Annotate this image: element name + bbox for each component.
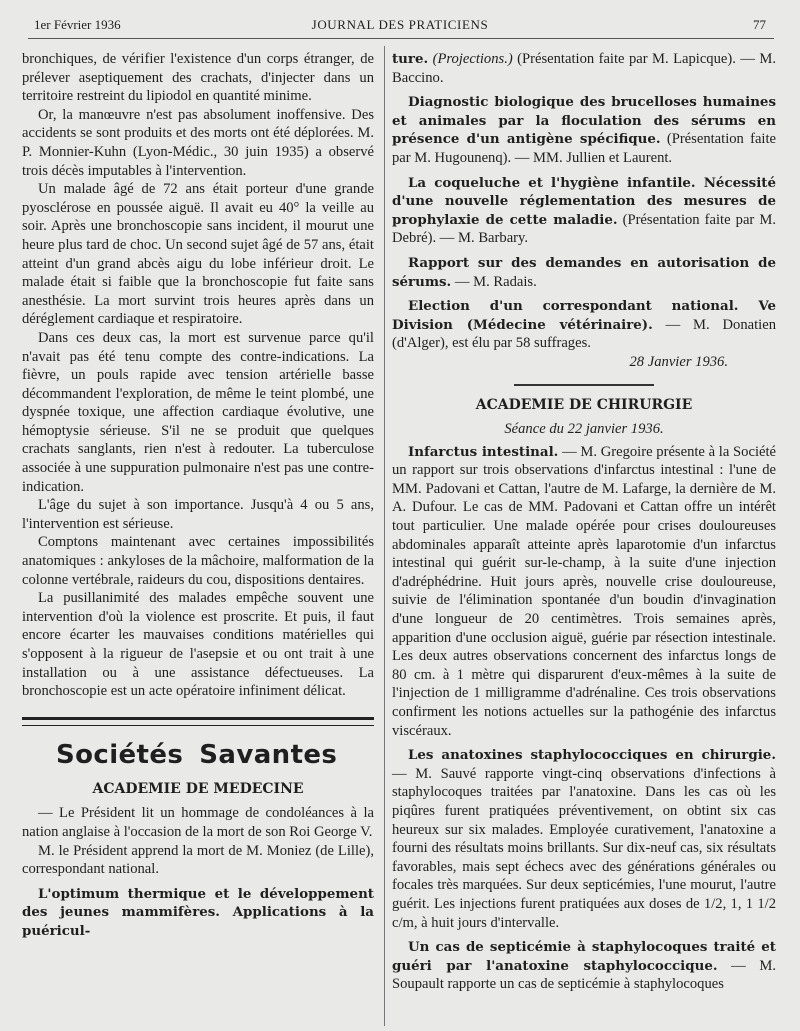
paragraph: Un malade âgé de 72 ans était porteur d'une grande pyosclérose en poussée aiguë. Il avait eu 40° la veille au soir. Après une bronchoscopie sans incident, il mourut une heure plus tard de choc. Un second sujet âgé de 57 ans, était atteint d'un grand abcès aigu du lobe inférieur droit. Le malade était si faible que la bronchoscopie fut faite sans anesthésie. La mort survint trois heures après dans un déréglement cardiaque et respiratoire. <box>22 181 374 328</box>
presentation-note: (Présentation faite par M. Hugounenq). — MM. Jullien et Laurent. <box>392 131 777 166</box>
paragraph: Or, la manœuvre n'est pas absolument inoffensive. Des accidents se sont produits et des morts ont été déplorées. M. P. Monnier-Kuhn (Lyon-Médic., 30 juin 1935) a observé trois décès imputables à l'intervention. <box>22 106 374 179</box>
left-column <box>22 50 374 941</box>
article-title: Diagnostic biologique des brucelloses humaines et animales par la floculation des sérums en présence d'un antigène spécifique. <box>392 94 776 148</box>
paragraph <box>392 297 776 353</box>
paragraph <box>392 938 776 994</box>
section-double-rule <box>22 717 374 726</box>
dateline: 28 Janvier 1936. <box>629 353 728 370</box>
presentation-note: (Présentation faite par M. Debré). — M. Barbary. <box>392 211 776 247</box>
header-page-number: 77 <box>753 17 766 32</box>
paragraph: bronchiques, de vérifier l'existence d'un corps étranger, de prélever aseptiquement des crachats, d'injecter dans un territoire restreint du lipiodol en quantité minime. <box>22 51 374 105</box>
paragraph: L'âge du sujet à son importance. Jusqu'à 4 ou 5 ans, l'intervention est sérieuse. <box>22 497 374 532</box>
paragraph <box>392 174 776 248</box>
article-body: — M. Gregoire présente à la Société un rapport sur trois observations d'infarctus intestinal : l'une de MM. Padovani et Cattan, l'autre de M. Lafarge, la dernière de M. A. Dufour. Le cas de MM. Padovani et Cattan offre un intérêt tout particulier. Une malade opérée pour crises douloureuses abdominales apparaît atteinte après laparotomie d'un infarctus intestinal qui guérit sur-le-champ, à la suite d'une injection d'adréphédrine. Huit jours après, nouvelle crise douloureuse, suivie de l'élimination spontanée d'un boudin d'invagination d'une longueur de 20 centimètres. Trois semaines après, apparition d'une occlusion aiguë, guérie par résection intestinale. Les deux autres observations concernent des infarctus longs de 80 cm. à 1 mètre qui disparurent d'eux-mêmes à la suite de l'injection de 1 milligramme d'adrénaline. Ces trois observations confirment les notions actuelles sur la pathogénie des infarctus viscéraux. <box>392 443 777 739</box>
paragraph: — Le Président lit un hommage de condoléances à la nation anglaise à l'occasion de la mort de son Roi George V. <box>22 805 374 840</box>
paragraph <box>392 254 776 291</box>
academie-medecine-heading: ACADEMIE DE MEDECINE <box>92 780 304 797</box>
column-divider <box>384 46 385 1026</box>
paragraph <box>392 443 776 741</box>
heading-word: Savantes <box>199 739 338 770</box>
presentation-note: (Présentation faite par M. Lapicque). — M. Baccino. <box>392 51 776 86</box>
running-header <box>34 16 766 36</box>
header-date: 1er Février 1936 <box>34 17 121 32</box>
projections-note: (Projections.) <box>432 51 513 67</box>
article-body: — M. Sauvé rapporte vingt-cinq observations d'infections à staphylocoques traitées par l'anatoxine. Dans les cas où les piqûres furent pratiquées préventivement, on obtint six cas heureux sur six malades. Employée curativement, l'anatoxine a fourni des résultats moins brillants. Sur dix-neuf cas, six résultats favorables, mais sept échecs avec des générations générales ou focales très marquées. Sur deux septicémies, l'une mourut, l'autre guérit. Les injections furent pratiquées aux doses de 1/2, 1, 1 1/2 c/m, à huit jours d'intervalle. <box>392 765 776 931</box>
article-title: La coqueluche et l'hygiène infantile. Nécessité d'une nouvelle réglementation des mesures de prophylaxie de cette maladie. <box>392 174 776 228</box>
header-journal-title: JOURNAL DES PRATICIENS <box>311 17 489 32</box>
societes-savantes-heading <box>56 740 374 770</box>
paragraph <box>392 746 776 932</box>
article-body: — M. Soupault rapporte un cas de septicémie à staphylocoques <box>392 957 776 993</box>
seance-date: Séance du 22 janvier 1936. <box>504 421 664 438</box>
article-title: Un cas de septicémie à staphylocoques traité et guéri par l'anatoxine staphylococcique. <box>392 939 776 974</box>
article-title: ture. <box>392 51 429 67</box>
presentation-note: — M. Radais. <box>454 273 537 290</box>
article-title: Rapport sur des demandes en autorisation de sérums. <box>392 254 776 290</box>
heading-word: Sociétés <box>56 739 184 770</box>
paragraph: Comptons maintenant avec certaines impossibilités anatomiques : ankyloses de la mâchoire, malformation de la colonne vertébrale, raideurs du cou, dispositions dentaires. <box>22 534 374 588</box>
right-column <box>392 50 776 994</box>
article-title: Election d'un correspondant national. Ve Division (Médecine vétérinaire). <box>392 298 776 333</box>
article-title: Infarctus intestinal. <box>408 443 559 460</box>
article-title: L'optimum thermique et le développement des jeunes mammifères. Applications à la puéricul- <box>22 885 374 939</box>
presentation-note: — M. Donatien (d'Alger), est élu par 58 suffrages. <box>392 316 776 352</box>
paragraph: Dans ces deux cas, la mort est survenue parce qu'il n'avait pas été tenu compte des contre-indications. La fièvre, un pouls rapide avec tension artérielle basse décommandent l'exploration, de même le teint plombé, une dyspnée toxique, une affection cardiaque évolutive, une hémoptysie sérieuse. S'il ne se produit que quelques crachats sanglants, rien n'est à redouter. La tuberculose associée à une suppuration pulmonaire n'est pas une contre-indication. <box>22 329 374 495</box>
paragraph <box>392 50 776 87</box>
article-title: Les anatoxines staphylococciques en chirurgie. <box>408 747 776 764</box>
academie-chirurgie-heading: ACADEMIE DE CHIRURGIE <box>475 396 693 413</box>
paragraph: M. le Président apprend la mort de M. Moniez (de Lille), correspondant national. <box>22 842 374 878</box>
paragraph <box>392 93 776 167</box>
section-rule <box>514 384 654 386</box>
header-rule <box>28 38 774 39</box>
paragraph: La pusillanimité des malades empêche souvent une intervention d'où la violence est proscrite. Et puis, il faut encore écarter les mauvaises conditions matérielles qui s'opposent à la rigueur de l'asepsie et ou ont trait à une installation ou à une assistance défectueuses. La bronchoscopie est un acte opératoire infiniment délicat. <box>22 590 374 700</box>
